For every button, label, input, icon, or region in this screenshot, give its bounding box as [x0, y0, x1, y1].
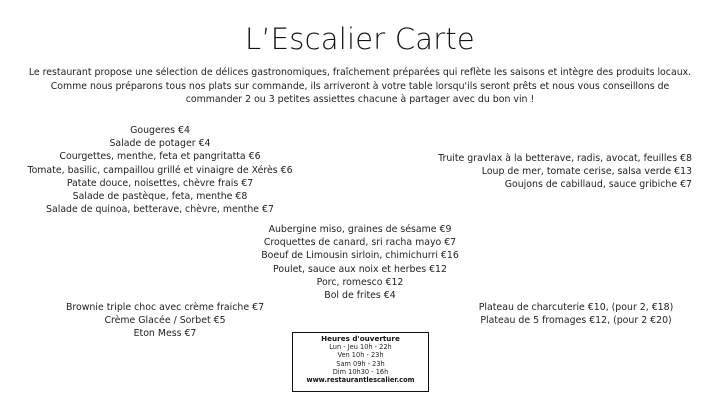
menu-item: Goujons de cabillaud, sauce gribiche €7 [504, 179, 692, 191]
page-title: L’Escalier Carte [245, 22, 475, 56]
menu-item: Eton Mess €7 [133, 328, 197, 340]
menu-item: Porc, romesco €12 [316, 276, 404, 288]
boards-section [462, 301, 690, 327]
mains-section [255, 223, 465, 302]
menu-item: Aubergine miso, graines de sésame €9 [268, 224, 452, 235]
website-link[interactable]: www.restaurantlescalier.com [306, 376, 415, 385]
opening-hours-title: Heures d'ouverture [321, 334, 400, 343]
menu-item: Salade de quinoa, betterave, chèvre, menthe €7 [46, 204, 274, 216]
menu-item: Plateau de charcuterie €10, (pour 2, €18) [478, 302, 674, 313]
intro-paragraph [14, 66, 706, 107]
intro-line: Comme nous préparons tous nos plats sur commande, ils arriveront à votre table lorsqu'ils seront prêts et nous vous conseillons de [50, 80, 670, 92]
menu-item: Truite gravlax à la betterave, radis, avocat, feuilles €8 [438, 153, 692, 164]
starters-section [20, 124, 300, 216]
intro-line: commander 2 ou 3 petites assiettes chacune à partager avec du bon vin ! [185, 94, 535, 105]
menu-item: Crème Glacée / Sorbet €5 [104, 315, 226, 327]
menu-item: Poulet, sauce aux noix et herbes €12 [273, 263, 447, 275]
opening-hours-line: Lun - Jeu 10h - 22h [329, 343, 392, 352]
menu-item: Brownie triple choc avec crème fraiche €7 [65, 302, 265, 313]
desserts-section [50, 301, 280, 341]
opening-hours-line: Dim 10h30 - 16h [332, 367, 389, 376]
menu-item: Gougeres €4 [130, 125, 190, 136]
menu-item: Croquettes de canard, sri racha mayo €7 [263, 237, 457, 249]
menu-item: Courgettes, menthe, feta et pangritatta €6 [59, 151, 261, 163]
intro-line: Le restaurant propose une sélection de délices gastronomiques, fraîchement préparées qui reflète les saisons et intègre des produits locaux. [28, 67, 692, 78]
fish-section [392, 152, 692, 192]
menu-item: Tomate, basilic, campaillou grillé et vinaigre de Xérès €6 [27, 164, 293, 176]
menu-item: Patate douce, noisettes, chèvre frais €7 [66, 177, 254, 189]
menu-item: Salade de potager €4 [109, 138, 211, 150]
opening-hours-box [292, 332, 429, 392]
opening-hours-line: Sam 09h - 23h [336, 359, 385, 368]
menu-item: Salade de pastèque, feta, menthe €8 [72, 191, 248, 203]
menu-item: Bol de frites €4 [324, 290, 396, 302]
menu-item: Plateau de 5 fromages €12, (pour 2 €20) [480, 315, 672, 327]
opening-hours-line: Ven 10h - 23h [337, 351, 384, 360]
menu-item: Loup de mer, tomate cerise, salsa verde €13 [481, 166, 692, 178]
menu-item: Boeuf de Limousin sirloin, chimichurri €16 [261, 250, 459, 262]
